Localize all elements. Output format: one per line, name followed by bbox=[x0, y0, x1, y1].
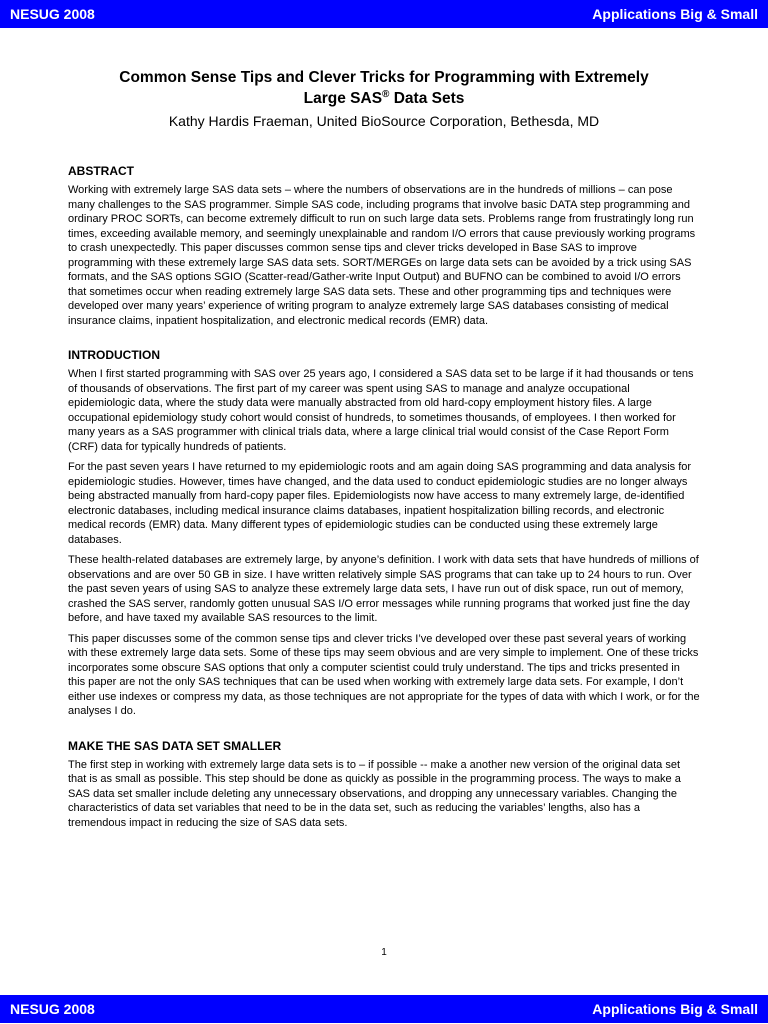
section-introduction bbox=[68, 348, 700, 719]
paper-body bbox=[68, 164, 700, 850]
page-number: 1 bbox=[381, 947, 387, 958]
header-track: Applications Big & Small bbox=[592, 6, 758, 22]
section-make-smaller bbox=[68, 739, 700, 831]
footer-band bbox=[0, 995, 768, 1023]
title-line-2-pre: Large SAS bbox=[303, 90, 383, 107]
footer-conference: NESUG 2008 bbox=[10, 1001, 95, 1017]
abstract-paragraph: Working with extremely large SAS data sets – where the numbers of observations are in the hundreds of millions – can pose many challenges to the SAS programmer. Simple SAS code, including programs that involve basic DATA step programming and ordinary PROC SORTs, can become extremely difficult to run on such large data sets. Problems range from frustratingly long run times, exceeding available memory, and seemingly unexplainable and random I/O errors that cause previously working programs to crash unexpectedly. This paper discusses common sense tips and clever tricks developed in Base SAS to improve programming with these extremely large SAS data sets. SORT/MERGEs on large data sets can be avoided by a trick using SAS formats, and the SAS options SGIO (Scatter-read/Gather-write Input Output) and BUFNO can be combined to avoid I/O errors that sometimes occur when reading extremely large SAS data sets. These and other programming tips and techniques were developed over many years’ experience of writing program to analyze extremely large SAS databases consisting of medical insurance claims, inpatient hospitalization, and electronic medical records (EMR) data. bbox=[68, 184, 696, 327]
introduction-heading: INTRODUCTION bbox=[68, 348, 160, 362]
paper-title bbox=[60, 67, 708, 109]
header-band bbox=[0, 0, 768, 28]
introduction-paragraph-1: When I first started programming with SAS over 25 years ago, I considered a SAS data set to be large if it had thousands or tens of thousands of observations. The first part of my career was spent using SAS to manage and analyze occupational epidemiologic data, where the study data were manually abstracted from old hard-copy employment history files. A large occupational epidemiology study cohort would consist of hundreds, to sometimes thousands, of employees. I then worked for many years as a SAS programmer with clinical trials data, where a large clinical trial would consist of the Case Report Form (CRF) data for typically hundreds of patients. bbox=[68, 368, 694, 453]
title-line-2-post: Data Sets bbox=[389, 90, 465, 107]
abstract-heading: ABSTRACT bbox=[68, 164, 134, 178]
introduction-paragraph-4: This paper discusses some of the common sense tips and clever tricks I’ve developed over these past several years of working with these extremely large data sets. Some of these tips may seem obvious and are very simple to implement. One of these tricks incorporates some obscure SAS options that only a computer scientist could truly understand. The tips and tricks presented in this paper are not the only SAS techniques that can be used when working with extremely large data sets. For example, I don’t either use indexes or compress my data, as those techniques are not appropriate for the types of data with which I work, or for the analyses I do. bbox=[68, 632, 700, 717]
introduction-paragraph-3: These health-related databases are extremely large, by anyone’s definition. I work with data sets that have hundreds of millions of observations and are over 50 GB in size. I have written relatively simple SAS programs that can take up to 24 hours to run. Over the past seven years of using SAS to analyze these extremely large data sets, I have run out of disk space, run out of memory, crashed the SAS server, randomly gotten unusual SAS I/O error messages while running programs that worked just fine the day before, and have taxed my available SAS resources to the limit. bbox=[68, 554, 699, 624]
registered-mark: ® bbox=[382, 88, 390, 100]
introduction-paragraph-2: For the past seven years I have returned to my epidemiologic roots and am again doing SAS programming and data analysis for epidemiologic studies. However, times have changed, and the data used to conduct epidemiologic studies are no longer always being abstracted manually from hard-copy paper files. Epidemiologists now have access to many extremely large, de-identified electronic databases, including medical insurance claims databases, inpatient hospitalization billing records, and electronic medical records (EMR) data. Many different types of epidemiologic studies can be conducted using these extremely large databases. bbox=[68, 461, 692, 546]
paper-author: Kathy Hardis Fraeman, United BioSource Corporation, Bethesda, MD bbox=[168, 113, 600, 129]
header-conference: NESUG 2008 bbox=[10, 6, 95, 22]
make-smaller-paragraph: The first step in working with extremely large data sets is to – if possible -- make a another new version of the original data set that is as small as possible. This step should be done as quickly as possible in the programming process. The ways to make a SAS data set smaller include deleting any unnecessary observations, and dropping any unnecessary variables. Changing the characteristics of data set variables that need to be in the data set, such as reducing the variables’ lengths, also has a tremendous impact in reducing the size of SAS data sets. bbox=[68, 758, 681, 829]
footer-track: Applications Big & Small bbox=[592, 1001, 758, 1017]
make-smaller-heading: MAKE THE SAS DATA SET SMALLER bbox=[68, 738, 282, 753]
section-abstract bbox=[68, 164, 700, 328]
title-line-1: Common Sense Tips and Clever Tricks for Programming with Extremely bbox=[119, 69, 649, 86]
